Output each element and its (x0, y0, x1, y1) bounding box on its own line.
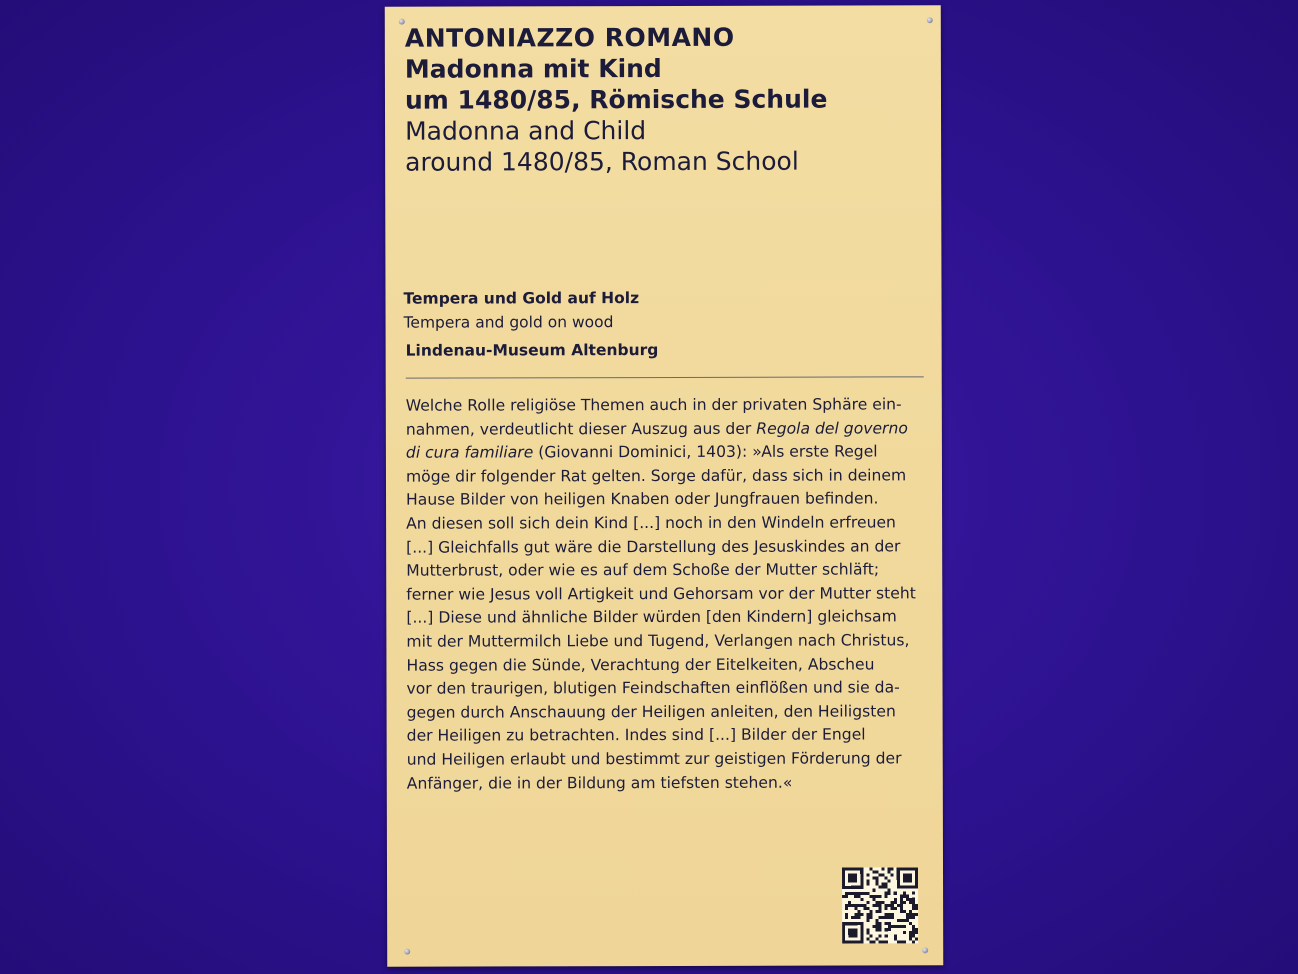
title-german: Madonna mit Kind (404, 54, 662, 84)
description-run: Welche Rolle religiöse Themen auch in der privaten Sphäre ein- (405, 395, 902, 415)
qr-code-icon[interactable] (842, 867, 918, 943)
description-line (406, 488, 946, 513)
technique-german: Tempera und Gold auf Holz (403, 289, 640, 308)
description-line (406, 653, 946, 678)
technique-english: Tempera and gold on wood (403, 313, 614, 332)
description-run: An diesen soll sich dein Kind [...] noch in den Windeln erfreuen (406, 513, 896, 533)
date-school-english: around 1480/85, Roman School (405, 146, 799, 177)
description-italic-run: di cura familiare (405, 443, 534, 462)
description-run: [...] Diese und ähnliche Bilder würden [den Kindern] gleichsam (406, 607, 897, 628)
title-english: Madonna and Child (405, 116, 647, 146)
description-line (407, 747, 947, 772)
description-line (407, 700, 947, 725)
description-run: vor den traurigen, blutigen Feindschaften einflößen und sie da- (406, 678, 900, 698)
description-line (406, 417, 946, 442)
description-run: Hass gegen die Sünde, Verachtung der Eitelkeiten, Abscheu (406, 654, 875, 675)
museum-label-plaque (385, 5, 944, 966)
description-line (406, 606, 946, 631)
description-line (407, 771, 947, 796)
description-run: Hause Bilder von heiligen Knaben oder Jungfrauen befinden. (406, 489, 879, 510)
description-line (407, 724, 947, 749)
description-run: Mutterbrust, oder wie es auf dem Schoße der Mutter schläft; (406, 560, 880, 580)
label-header (405, 22, 828, 178)
description-line (406, 558, 946, 583)
description-line (406, 629, 946, 654)
description-run: nahmen, verdeutlicht dieser Auszug aus der (405, 419, 757, 439)
description-run: möge dir folgender Rat gelten. Sorge dafür, dass sich in deinem (405, 466, 907, 486)
description-run: gegen durch Anschauung der Heiligen anleiten, den Heiligsten (406, 702, 896, 722)
date-school-german: um 1480/85, Römische Schule (404, 84, 828, 115)
description-line (406, 440, 946, 465)
description-line (406, 582, 946, 607)
description-text (406, 393, 947, 796)
description-run: und Heiligen erlaubt und bestimmt zur geistigen Förderung der (406, 749, 902, 769)
divider-rule (406, 376, 924, 378)
description-run: Anfänger, die in der Bildung am tiefsten stehen.« (406, 773, 793, 793)
description-line (406, 511, 946, 536)
screw-icon (404, 949, 410, 955)
screw-icon (927, 17, 933, 23)
description-run: ferner wie Jesus voll Artigkeit und Gehorsam vor der Mutter steht (406, 584, 916, 604)
description-run: (Giovanni Dominici, 1403): »Als erste Regel (533, 442, 878, 462)
description-line (406, 464, 946, 489)
description-run: mit der Muttermilch Liebe und Tugend, Verlangen nach Christus, (406, 631, 910, 651)
description-line (407, 676, 947, 701)
description-run: der Heiligen zu betrachten. Indes sind [...] Bilder der Engel (406, 725, 866, 745)
lender-credit: Lindenau-Museum Altenburg (405, 341, 659, 360)
artist-name: ANTONIAZZO ROMANO (404, 22, 735, 53)
description-line (406, 393, 946, 418)
description-line (406, 535, 946, 560)
description-italic-run: Regola del governo (756, 418, 908, 438)
screw-icon (922, 947, 928, 953)
description-run: [...] Gleichfalls gut wäre die Darstellung des Jesuskindes an der (406, 536, 901, 557)
technique (403, 286, 639, 335)
